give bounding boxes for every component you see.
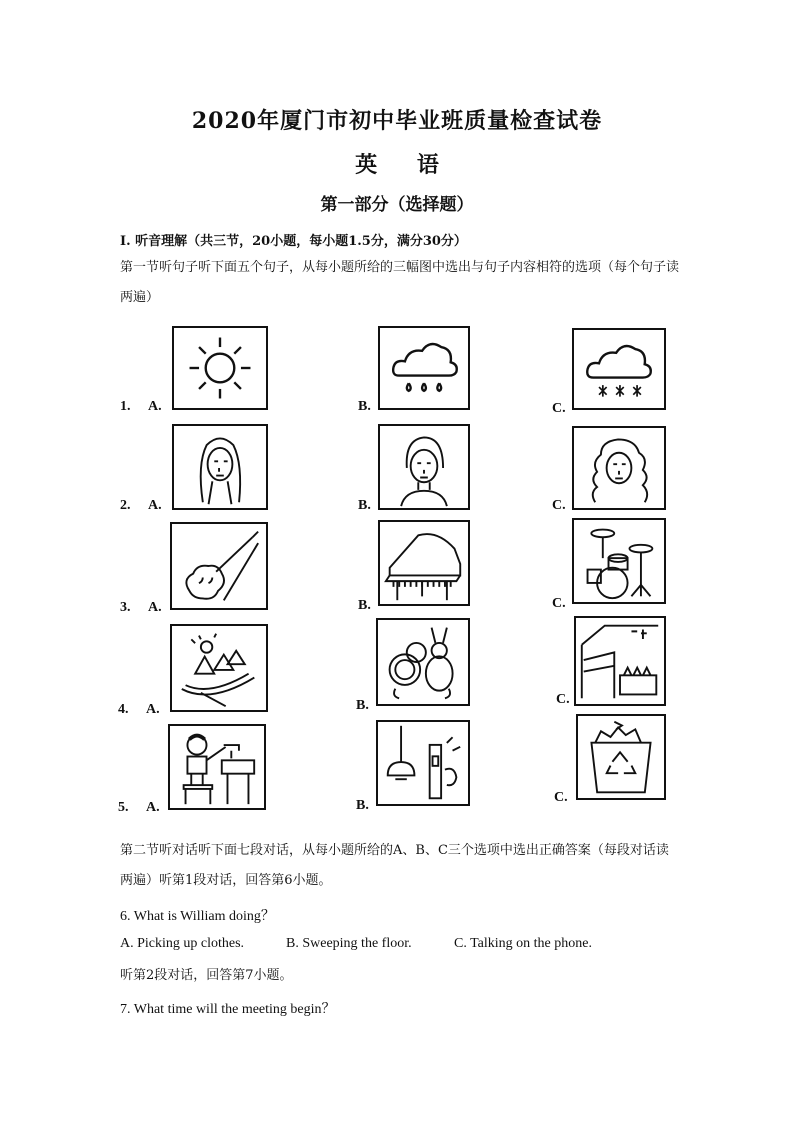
spring-festival-house-icon	[574, 616, 666, 706]
piano-icon	[378, 520, 470, 606]
subject-title: 英 语	[355, 152, 455, 178]
option-c[interactable]: C. Talking on the phone.	[454, 936, 592, 951]
option-letter: A.	[146, 702, 160, 717]
question-7: 7. What time will the meeting begin？	[120, 1002, 336, 1017]
section-heading: I. 听音理解（共三节，20小题，每小题1.5分，满分30分）	[120, 234, 467, 249]
question-number: 4.	[118, 702, 129, 717]
option-letter: A.	[148, 600, 162, 615]
option-letter: C.	[554, 790, 568, 805]
drum-kit-icon	[572, 518, 666, 604]
option-letter: B.	[358, 399, 371, 414]
dragon-boat-zongzi-icon	[170, 624, 268, 712]
question-6: 6. What is William doing？	[120, 909, 275, 924]
option-letter: A.	[148, 399, 162, 414]
lamp-switch-icon	[376, 720, 470, 806]
instruction-7: 听第2段对话，回答第7小题。	[120, 968, 293, 983]
option-letter: C.	[556, 692, 570, 707]
violin-icon	[170, 522, 268, 610]
mooncake-rabbit-icon	[376, 618, 470, 706]
option-letter: B.	[358, 498, 371, 513]
exam-title: 2020年厦门市初中毕业班质量检查试卷	[191, 108, 603, 134]
option-letter: A.	[148, 498, 162, 513]
question-number: 5.	[118, 800, 129, 815]
option-letter: B.	[356, 798, 369, 813]
option-letter: C.	[552, 596, 566, 611]
rain-cloud-icon	[378, 326, 470, 410]
section1-intro: 第一节听句子听下面五个句子，从每小题所给的三幅图中选出与句子内容相符的选项（每个句子读两遍）	[120, 260, 680, 305]
option-letter: B.	[356, 698, 369, 713]
question-number: 2.	[120, 498, 131, 513]
option-letter: A.	[146, 800, 160, 815]
recycle-bin-icon	[576, 714, 666, 800]
part-title: 第一部分（选择题）	[320, 195, 474, 215]
question-number: 3.	[120, 600, 131, 615]
question-6-options	[120, 936, 592, 952]
section2-intro: 第二节听对话听下面七段对话，从每小题所给的A、B、C三个选项中选出正确答案（每段对话读两遍）听第1段对话，回答第6小题。	[120, 843, 669, 888]
question-number: 1.	[120, 399, 131, 414]
boy-turning-off-tap-icon	[168, 724, 266, 810]
short-hair-woman-icon	[378, 424, 470, 510]
option-letter: C.	[552, 401, 566, 416]
curly-hair-woman-icon	[572, 426, 666, 510]
option-letter: B.	[358, 598, 371, 613]
snow-cloud-icon	[572, 328, 666, 410]
option-b[interactable]: B. Sweeping the floor.	[286, 936, 412, 951]
option-letter: C.	[552, 498, 566, 513]
sun-icon	[172, 326, 268, 410]
long-straight-hair-woman-icon	[172, 424, 268, 510]
option-a[interactable]: A. Picking up clothes.	[120, 936, 245, 951]
